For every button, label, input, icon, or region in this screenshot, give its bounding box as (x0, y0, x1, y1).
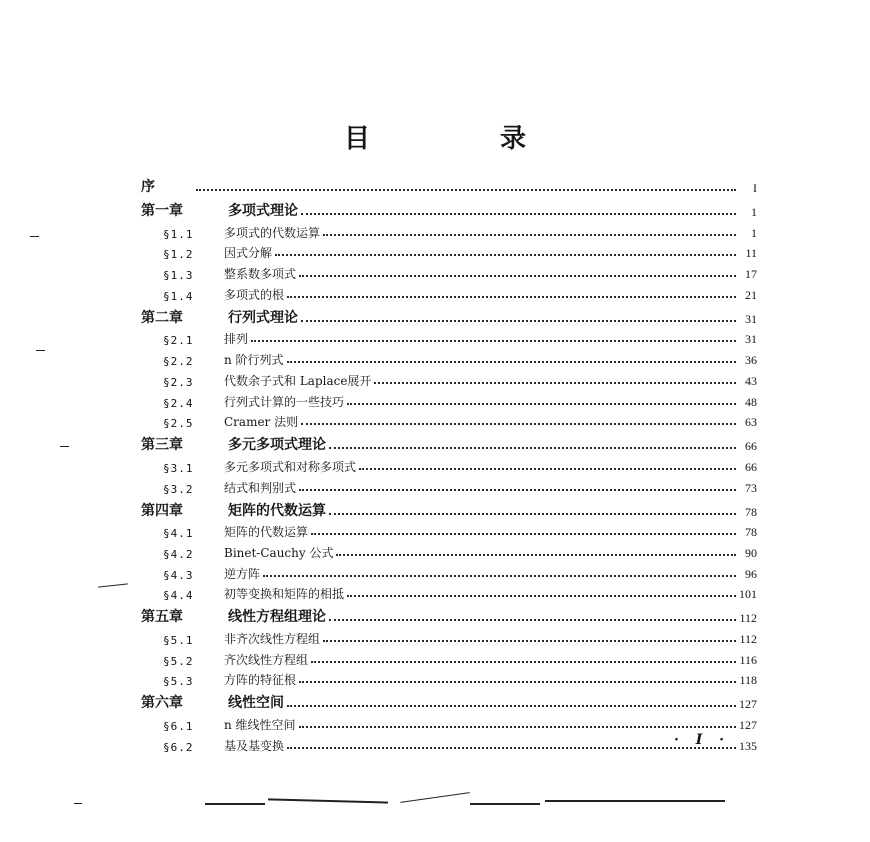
toc-section-row (141, 282, 757, 303)
toc-page-number: 116 (739, 652, 757, 667)
scan-line-mark (205, 803, 265, 805)
toc-entry-number: §1.1 (163, 227, 194, 241)
toc-entry-title: 多项式理论 (228, 203, 298, 219)
toc-page-number: 66 (745, 459, 757, 474)
toc-entry-title: 矩阵的代数运算 (228, 502, 326, 519)
toc-preface-row (141, 172, 757, 196)
toc-entry-number: §3.2 (163, 482, 194, 496)
toc-entry-title: 线性空间 (228, 695, 284, 712)
toc-section-row (141, 733, 757, 754)
toc-chapter-row (141, 602, 757, 626)
toc-entry-number: §6.2 (163, 740, 194, 754)
toc-chapter-row (141, 430, 757, 454)
toc-page-number: 135 (739, 738, 757, 753)
dot-leader (299, 726, 736, 728)
toc-section-row (141, 626, 757, 647)
scan-dash (74, 803, 82, 804)
toc-page-number: 112 (739, 632, 757, 646)
dot-leader (301, 213, 736, 215)
toc-section-row (141, 241, 757, 262)
toc-page-number: 118 (739, 673, 757, 688)
toc-chapter-row (141, 688, 757, 712)
toc-page-number: 78 (745, 504, 757, 519)
toc-entry-title: 多元多项式理论 (228, 437, 326, 454)
page-title: 目 录 (343, 124, 578, 154)
toc-section-row (141, 475, 757, 496)
toc-entry-number: §6.1 (163, 720, 194, 734)
toc-entry-number: 第六章 (141, 695, 183, 712)
toc-section-row (141, 327, 757, 348)
dot-leader (311, 533, 736, 535)
page-number-footer: · I · (674, 732, 731, 748)
toc-page-number: 31 (745, 311, 757, 326)
toc-page-number: 73 (745, 480, 757, 495)
scan-line-mark (268, 798, 388, 803)
toc-entry-title: 多项式的代数运算 (224, 225, 321, 240)
toc-page-number: 11 (745, 246, 757, 261)
toc-entry-title: 多元多项式和对称多项式 (224, 459, 357, 474)
toc-entry-title: 整系数多项式 (224, 267, 297, 282)
dot-leader (251, 340, 736, 342)
table-of-contents (141, 172, 757, 754)
dot-leader (299, 489, 736, 491)
toc-section-row (141, 261, 757, 282)
toc-section-row (141, 389, 757, 410)
toc-entry-number: §2.4 (163, 396, 194, 410)
dot-leader (336, 554, 736, 556)
toc-entry-number: 第四章 (141, 502, 183, 519)
toc-entry-number: §2.2 (163, 355, 194, 369)
toc-entry-number: §3.1 (163, 461, 194, 475)
toc-entry-number: §4.1 (163, 527, 194, 541)
toc-entry-title: 结式和判别式 (224, 480, 297, 495)
dot-leader (287, 747, 736, 749)
toc-section-row (141, 540, 757, 561)
toc-entry-title: n 阶行列式 (224, 353, 284, 368)
dot-leader (311, 661, 736, 663)
toc-entry-title: n 维线性空间 (224, 718, 296, 733)
toc-section-row (141, 520, 757, 541)
toc-section-row (141, 220, 757, 241)
toc-page-number: 101 (739, 587, 757, 602)
toc-entry-number: §5.3 (163, 675, 194, 689)
toc-entry-number: 第一章 (141, 203, 183, 219)
toc-entry-title: 齐次线性方程组 (224, 652, 309, 667)
toc-entry-title: 因式分解 (224, 246, 273, 261)
toc-entry-title: 方阵的特征根 (224, 673, 297, 688)
toc-section-row (141, 410, 757, 431)
toc-page-number: I (753, 181, 757, 195)
toc-page-number: 48 (745, 394, 757, 409)
toc-entry-title: Cramer 法则 (224, 415, 299, 430)
toc-page-number: 43 (745, 373, 757, 388)
toc-section-row (141, 561, 757, 582)
toc-section-row (141, 647, 757, 668)
toc-page-number: 127 (739, 718, 757, 733)
toc-page-number: 96 (745, 566, 757, 581)
toc-entry-title: 线性方程组理论 (228, 609, 326, 626)
dot-leader (299, 275, 736, 277)
toc-page-number: 17 (745, 267, 757, 282)
toc-entry-title: 非齐次线性方程组 (224, 632, 321, 646)
toc-entry-title: 逆方阵 (224, 566, 261, 581)
toc-page-number: 36 (745, 353, 757, 368)
toc-chapter-row (141, 196, 757, 220)
toc-entry-title: 初等变换和矩阵的相抵 (224, 587, 345, 602)
toc-entry-number: 第五章 (141, 609, 183, 626)
dot-leader (287, 705, 736, 707)
toc-entry-title: 矩阵的代数运算 (224, 525, 309, 540)
toc-page-number: 66 (745, 439, 757, 454)
toc-section-row (141, 454, 757, 475)
toc-entry-number: §1.4 (163, 289, 194, 303)
toc-chapter-row (141, 303, 757, 327)
dot-leader (329, 513, 736, 515)
dot-leader (323, 640, 736, 642)
toc-entry-title: 多项式的根 (224, 287, 285, 302)
toc-entry-number: §2.5 (163, 417, 194, 431)
scan-line-mark (470, 803, 540, 805)
scan-dash (98, 583, 128, 587)
scan-dash (30, 236, 39, 237)
dot-leader (329, 619, 736, 621)
toc-entry-number: §2.3 (163, 375, 194, 389)
toc-page-number: 90 (745, 545, 757, 560)
toc-page-number: 1 (751, 225, 757, 240)
toc-page-number: 127 (739, 697, 757, 712)
toc-entry-title: 基及基变换 (224, 738, 285, 753)
toc-page-number: 31 (745, 332, 757, 347)
toc-entry-number: §4.4 (163, 589, 194, 603)
dot-leader (301, 320, 736, 322)
toc-page-number: 112 (739, 611, 757, 626)
dot-leader (347, 403, 736, 405)
dot-leader (287, 361, 736, 363)
dot-leader (287, 296, 736, 298)
toc-entry-title: 排列 (224, 332, 249, 347)
toc-entry-number: §1.3 (163, 269, 194, 283)
dot-leader (263, 575, 736, 577)
toc-entry-number: §2.1 (163, 334, 194, 348)
toc-section-row (141, 368, 757, 389)
scan-line-mark (545, 800, 725, 802)
toc-entry-title: Binet-Cauchy 公式 (224, 545, 334, 560)
toc-entry-number: 序 (141, 179, 155, 195)
dot-leader (196, 189, 736, 191)
toc-section-row (141, 582, 757, 603)
toc-entry-number: §5.2 (163, 654, 194, 668)
dot-leader (359, 468, 736, 470)
toc-page-number: 1 (751, 205, 757, 219)
dot-leader (347, 595, 736, 597)
toc-entry-number: §5.1 (163, 634, 194, 647)
scan-dash (60, 446, 69, 447)
dot-leader (301, 423, 736, 425)
scan-dash (36, 350, 45, 351)
toc-entry-title: 行列式计算的一些技巧 (224, 394, 345, 409)
dot-leader (329, 447, 736, 449)
toc-entry-number: 第二章 (141, 309, 183, 326)
toc-entry-number: §4.3 (163, 568, 194, 582)
dot-leader (299, 681, 736, 683)
toc-page-number: 21 (745, 287, 757, 302)
toc-entry-number: §1.2 (163, 248, 194, 262)
toc-entry-number: 第三章 (141, 437, 183, 454)
toc-entry-title: 代数余子式和 Laplace展开 (224, 373, 372, 388)
toc-entry-number: §4.2 (163, 547, 194, 561)
dot-leader (374, 382, 736, 384)
toc-entry-title: 行列式理论 (228, 309, 298, 326)
dot-leader (323, 234, 736, 236)
toc-page-number: 63 (745, 415, 757, 430)
toc-section-row (141, 712, 757, 733)
scan-line-mark (400, 792, 469, 803)
toc-chapter-row (141, 496, 757, 520)
toc-section-row (141, 347, 757, 368)
dot-leader (275, 254, 736, 256)
toc-section-row (141, 668, 757, 689)
toc-page-number: 78 (745, 525, 757, 540)
